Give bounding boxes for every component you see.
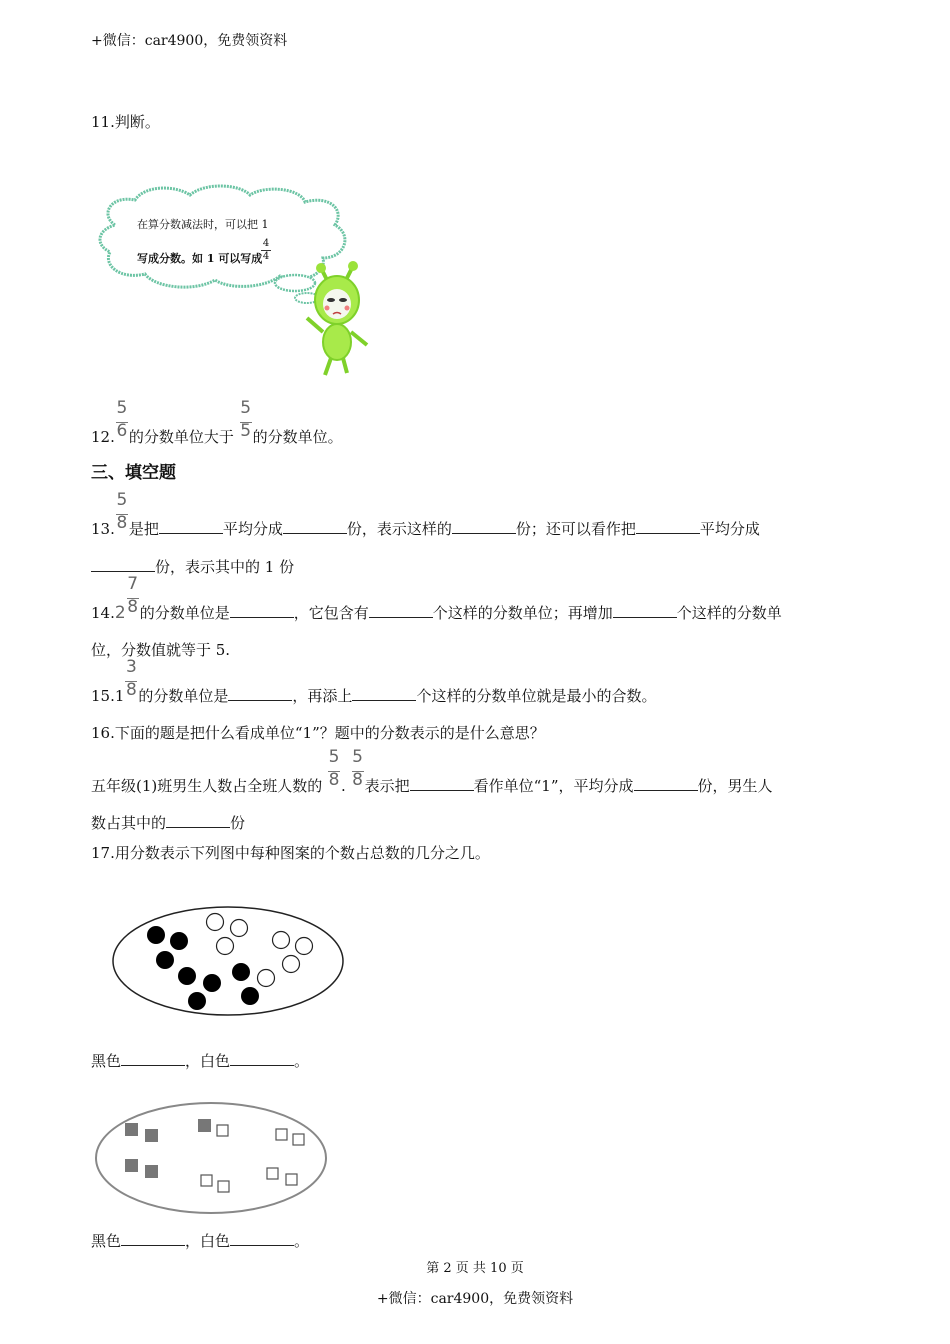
answer-blank[interactable] bbox=[228, 686, 292, 701]
circles-figure bbox=[108, 905, 348, 1029]
fraction-7-8 bbox=[126, 574, 140, 618]
q16-text: 五年级(1)班男生人数占全班人数的 bbox=[91, 777, 323, 795]
answer-blank[interactable] bbox=[230, 1231, 294, 1246]
bubble-fraction bbox=[261, 238, 271, 263]
fraction-numerator: 5 bbox=[328, 747, 340, 767]
answer-blank[interactable] bbox=[121, 1231, 185, 1246]
punctuation: 。 bbox=[294, 1232, 310, 1250]
q14-line1 bbox=[91, 574, 782, 623]
q14-prefix: 14. bbox=[91, 604, 115, 622]
q11-illustration bbox=[95, 180, 385, 385]
q17-title: 17.用分数表示下列图中每种图案的个数占总数的几分之几。 bbox=[91, 844, 490, 862]
q16-dot: . bbox=[341, 777, 346, 795]
fraction-numerator: 3 bbox=[125, 657, 137, 677]
label-black: 黑色 bbox=[91, 1232, 122, 1250]
alien-character-icon bbox=[307, 261, 367, 375]
q14-text: 个这样的分数单位；再增加 bbox=[432, 604, 613, 622]
q16-text: 份 bbox=[230, 814, 246, 832]
q15-text: ，再添上 bbox=[292, 687, 353, 705]
answer-blank[interactable] bbox=[166, 813, 230, 828]
q16-line2 bbox=[91, 813, 245, 833]
answer-blank[interactable] bbox=[613, 603, 677, 618]
fraction-numerator: 5 bbox=[116, 490, 128, 510]
q12-suffix: 的分数单位。 bbox=[252, 428, 343, 446]
q13-line2 bbox=[91, 557, 294, 577]
answer-blank[interactable] bbox=[634, 776, 698, 791]
q16-text: 看作单位“1”，平均分成 bbox=[473, 777, 634, 795]
fraction-numerator: 5 bbox=[352, 747, 363, 767]
mixed-number-whole: 2 bbox=[114, 603, 126, 623]
q12-line bbox=[91, 398, 343, 447]
q16-text: 数占其中的 bbox=[91, 814, 167, 832]
circles-ellipse-graphic bbox=[108, 905, 348, 1025]
label-white: ，白色 bbox=[185, 1232, 231, 1250]
fraction-denominator: 8 bbox=[116, 513, 128, 533]
q14-text: 个这样的分数单 bbox=[676, 604, 782, 622]
q13-text: 份；还可以看作把 bbox=[515, 520, 636, 538]
fraction-denominator: 8 bbox=[352, 770, 363, 790]
fraction-numerator: 5 bbox=[116, 398, 128, 418]
q15-text: 的分数单位是 bbox=[138, 687, 229, 705]
bubble-fraction-denominator: 4 bbox=[262, 251, 270, 262]
squares-figure bbox=[93, 1100, 333, 1224]
fraction-5-8 bbox=[115, 490, 129, 534]
q16-text: 份，男生人 bbox=[697, 777, 773, 795]
q13-text: 平均分成 bbox=[699, 520, 760, 538]
fraction-5-6 bbox=[115, 398, 129, 442]
section-title: 三、填空题 bbox=[91, 463, 176, 483]
q16-line1 bbox=[91, 747, 773, 796]
answer-blank[interactable] bbox=[159, 519, 223, 534]
page-number: 第 2 页 共 10 页 bbox=[426, 1261, 524, 1276]
fraction-denominator: 8 bbox=[125, 680, 137, 700]
q13-prefix: 13. bbox=[91, 520, 115, 538]
q15-line bbox=[91, 657, 657, 706]
answer-blank[interactable] bbox=[410, 776, 474, 791]
fraction-denominator: 5 bbox=[240, 421, 252, 441]
answer-blank[interactable] bbox=[91, 557, 155, 572]
fraction-denominator: 6 bbox=[116, 421, 128, 441]
bubble-text-line1: 在算分数减法时，可以把 1 bbox=[137, 218, 269, 231]
q14-text: ，它包含有 bbox=[293, 604, 369, 622]
fraction-5-8 bbox=[327, 747, 341, 791]
answer-blank[interactable] bbox=[452, 519, 516, 534]
bubble-text-line2: 写成分数。如 1 可以写成 bbox=[137, 252, 263, 265]
q17-answer1 bbox=[91, 1051, 309, 1071]
q13-text: 份，表示其中的 1 份 bbox=[155, 558, 295, 576]
fraction-denominator: 8 bbox=[127, 597, 139, 617]
answer-blank[interactable] bbox=[369, 603, 433, 618]
bubble-fraction-numerator: 4 bbox=[262, 238, 270, 249]
header-watermark: +微信：car4900，免费领资料 bbox=[91, 33, 288, 49]
q12-prefix: 12. bbox=[91, 428, 115, 446]
label-black: 黑色 bbox=[91, 1052, 122, 1070]
q15-prefix: 15.1 bbox=[91, 687, 125, 705]
punctuation: 。 bbox=[294, 1052, 310, 1070]
q14-text: 的分数单位是 bbox=[139, 604, 230, 622]
q14-line2: 位，分数值就等于 5. bbox=[91, 641, 231, 659]
q16-title: 16.下面的题是把什么看成单位“1”？题中的分数表示的是什么意思？ bbox=[91, 724, 545, 742]
q12-mid: 的分数单位大于 bbox=[128, 428, 234, 446]
q13-text: 平均分成 bbox=[222, 520, 283, 538]
q11-title: 11.判断。 bbox=[91, 113, 160, 131]
q13-line1 bbox=[91, 490, 760, 539]
fraction-5-8 bbox=[351, 747, 365, 791]
q13-text: 是把 bbox=[128, 520, 159, 538]
fraction-5-5 bbox=[239, 398, 253, 442]
answer-blank[interactable] bbox=[352, 686, 416, 701]
q17-answer2 bbox=[91, 1231, 309, 1251]
label-white: ，白色 bbox=[185, 1052, 231, 1070]
fraction-numerator: 5 bbox=[240, 398, 252, 418]
q16-text: 表示把 bbox=[364, 777, 410, 795]
answer-blank[interactable] bbox=[121, 1051, 185, 1066]
answer-blank[interactable] bbox=[230, 1051, 294, 1066]
answer-blank[interactable] bbox=[283, 519, 347, 534]
footer-watermark: +微信：car4900，免费领资料 bbox=[376, 1291, 574, 1307]
fraction-denominator: 8 bbox=[328, 770, 340, 790]
fraction-3-8 bbox=[124, 657, 138, 701]
answer-blank[interactable] bbox=[636, 519, 700, 534]
q13-text: 份，表示这样的 bbox=[346, 520, 452, 538]
squares-ellipse-graphic bbox=[93, 1100, 333, 1220]
q15-text: 个这样的分数单位就是最小的合数。 bbox=[416, 687, 657, 705]
thought-cloud-graphic bbox=[95, 180, 385, 385]
answer-blank[interactable] bbox=[230, 603, 294, 618]
fraction-numerator: 7 bbox=[127, 574, 139, 594]
